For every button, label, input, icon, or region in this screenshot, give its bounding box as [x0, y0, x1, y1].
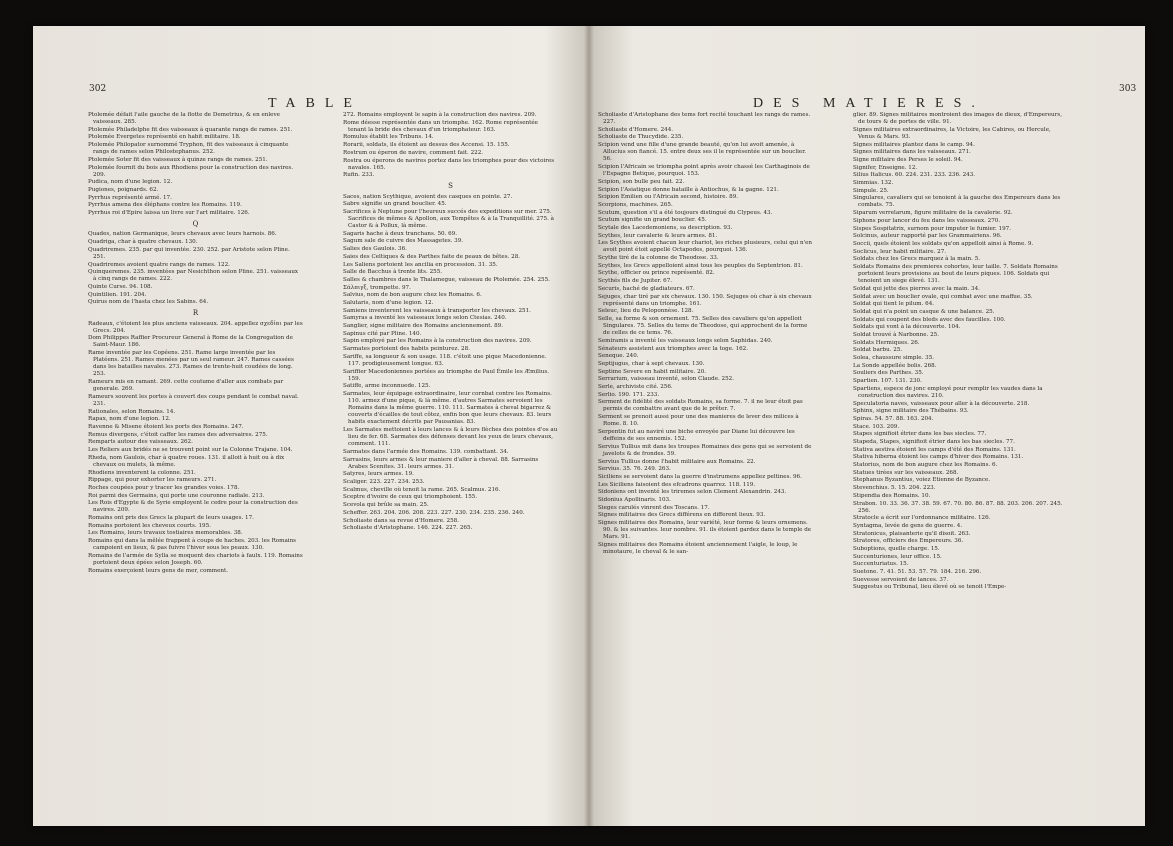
index-entry: Rostrum ou éperon de navire, comment fait. 222.	[343, 149, 484, 156]
index-entry: Syntagma, levée de gens de guerre. 4.	[853, 522, 963, 529]
index-entry: Soldats Romains des premieres cohortes, leur taille. 7. Soldats Romains portoient leurs provisions au bout de leurs piques. 106. Soldats qui tenoient un siege élevé. 131.	[853, 263, 1058, 285]
index-entry: Sceptre d'ivoire de ceux qui triomphoient. 155.	[343, 494, 478, 501]
index-entry: Sapinus cité par Pline. 140.	[343, 330, 422, 337]
index-section-letter: S	[448, 182, 453, 191]
index-entry: Scaliger. 223. 227. 234. 253.	[343, 479, 425, 486]
index-entry: Scipion vend une fille d'une grande beauté, qu'on lui avoit amenée, à Allucius son fiancé. 15. entre deux ses il le représentée sur un bouclier. 56.	[598, 142, 807, 163]
index-entry: Singulares, cavaliers qui se tenoient à la gauche des Empereurs dans les combats. 75.	[853, 195, 1061, 209]
index-entry: Sidonius Apollinaris. 103.	[598, 496, 671, 503]
index-entry: Soclicus, leur habit militaire. 27.	[853, 248, 947, 255]
index-entry: Samiens inventerent les vaisseaux à transporter les chevaux. 251.	[343, 307, 531, 314]
index-entry: Spiras. 54. 57. 88. 163. 204.	[853, 415, 934, 422]
index-entry: Pugiones, poignards. 62.	[88, 187, 159, 194]
index-entry: glier. 89. Signes militaires montroient des images de dieux, d'Empereurs, de tours & de portes de ville. 91.	[853, 112, 1062, 126]
index-entry: Signes militaires des Romains étoient anciennement l'aigle, le loup, le minotaure, le cheval & le san-	[598, 541, 798, 555]
index-section-letter: Q	[192, 220, 199, 229]
right-page	[598, 96, 1118, 814]
index-entry: Romains ont pris des Grecs la plupart de leurs usages. 17.	[88, 515, 254, 522]
index-entry: Soldats qui coupent des bleds avec des faucilles. 100.	[853, 316, 1006, 323]
index-entry: Roches coupées pour y tracer les grandes voies. 178.	[88, 484, 240, 491]
left-page-column-1	[88, 112, 303, 575]
index-entry: Stratores, officiers des Empereurs. 36.	[853, 538, 964, 545]
index-entry: Stativa hiberna étoient les camps d'hiver des Romains. 131.	[853, 454, 1024, 461]
index-entry: Succenturiatus. 15.	[853, 561, 909, 568]
index-entry: Salutaris, nom d'une legion. 12.	[343, 299, 434, 306]
index-entry: Ptolemée Soter fit des vaisseaux à quinze rangs de rames. 251.	[88, 156, 268, 163]
index-entry: Soldat trouvé à Narbonne. 25.	[853, 331, 940, 338]
index-entry: Remparts autour des vaisseaux. 262.	[88, 439, 193, 446]
index-entry: Selle, sa forme & son ornement. 75. Selles des cavaliers qu'on appelloit Singulares. 75. Selles du tems de Theodose, qui approchent de la forme de celles de ce tems. 76.	[598, 316, 808, 337]
index-entry: Quintilien. 191. 204.	[88, 291, 147, 298]
index-entry: Septime Severe en habit militaire. 20.	[598, 368, 707, 375]
book-spread	[33, 26, 1145, 826]
index-entry: Salvius, nom de bon augure chez les Romains. 6.	[343, 292, 482, 299]
index-entry: Rippage, qui pour exhorter les rameurs. 271.	[88, 477, 217, 484]
index-entry: Rameurs mis en ramant. 269. cette coutume d'aller aux combats par generale. 269.	[88, 379, 284, 393]
index-entry: Signes militaires des Romains, leur variété, leur forme & leurs ornemens. 90. & les suivantes. leur nombre. 91. ils étoient gardez dans le temple de Mars. 91.	[598, 520, 812, 541]
index-entry: Scythés fils de Jupiter. 67.	[598, 278, 673, 285]
index-entry: Speculatoria naves, vaisseaux pour aller à la découverte. 218.	[853, 400, 1030, 407]
index-entry: Sphinx, signe militaire des Thébains. 93.	[853, 408, 969, 415]
index-entry: Signe militaire des Perses le soleil. 94.	[853, 156, 963, 163]
index-entry: Sarmates portoient des habits peinturez. 28.	[343, 346, 470, 353]
index-entry: Stativa aestiva étoient les camps d'été des Romains. 131.	[853, 446, 1016, 453]
index-entry: Les Sarmates mettoient à leurs lances & à leurs flèches des pointes d'os au lieu de fer. 68. Sarmates des défenses devant les yeux de leurs chevaux, comment. 111.	[343, 427, 558, 448]
index-entry: Ptolemée Evergetes représenté en habit militaire. 18.	[88, 134, 241, 141]
index-entry: Ptolemée fournit du bois aux Rhodiens pour la construction des navires. 209.	[88, 164, 294, 178]
index-entry: Sarmates dans l'armée des Romains. 139. combattant. 34.	[343, 448, 509, 455]
index-entry: Souliers des Parthes. 35.	[853, 370, 924, 377]
index-entry: Servius Tullius donne l'habit militaire aux Romains. 22.	[598, 458, 756, 465]
index-entry: Soldats chez les Grecs marquez à la main. 5.	[853, 256, 981, 263]
index-entry: Scytale des Lacedemoniens, sa description. 93.	[598, 224, 733, 231]
index-entry: Satyres, leurs armes. 19.	[343, 471, 414, 478]
index-entry: Romulus établit les Tribuns. 14.	[343, 134, 434, 141]
index-entry: Rapax, nom d'une legion. 12.	[88, 416, 171, 423]
index-entry: Signes militaires plantez dans le camp. 94.	[853, 141, 975, 148]
index-entry: Sieges carulés vinrent des Toscans. 17.	[598, 504, 710, 511]
index-entry: Soldats Hermiques. 26.	[853, 339, 920, 346]
index-entry: Rome déesse représentée dans un triomphe. 162. Rome représentée tenant la bride des chevaux d'un triomphateur. 163.	[343, 119, 538, 133]
index-entry: Stipendia des Romains. 10.	[853, 492, 931, 499]
index-entry: Seneque. 240.	[598, 353, 639, 360]
index-entry: Solea, chaussure simple. 35.	[853, 355, 935, 362]
index-entry: Soldat qui n'a point un casque & une balance. 25.	[853, 308, 995, 315]
left-running-head: TABLE	[268, 96, 362, 111]
index-entry: Siparum verrelarum, figure militaire de la cavalerie. 92.	[853, 210, 1013, 217]
index-entry: Stace. 103. 209.	[853, 423, 900, 430]
index-entry: Sariffier Macedoniennes portées au triomphe de Paul Émile les Æmilius. 159.	[343, 368, 549, 382]
right-running-head: DES MATIERES.	[753, 96, 985, 111]
index-entry: Scholiaste dans sa revue d'Homere. 258.	[343, 517, 460, 524]
index-entry: Spartien. 107. 131. 230.	[853, 378, 922, 385]
index-entry: Rationales, selon Romains. 14.	[88, 408, 176, 415]
index-entry: Pyrrhus représenté armé. 17.	[88, 194, 172, 201]
index-entry: Semiramis a inventé les vaisseaux longs selon Saphidas. 240.	[598, 337, 773, 344]
index-entry: Salies des Gaulois. 36.	[343, 246, 407, 253]
index-entry: Sabre signifie un grand bouclier. 45.	[343, 201, 447, 208]
index-entry: Satiffe, arme inconnuede. 125.	[343, 383, 431, 390]
index-entry: Strabon. 10. 33. 36. 37. 38. 59. 67. 70. 80. 86. 87. 88. 203. 206. 207. 245. 256.	[853, 500, 1063, 514]
index-entry: Serrarium, vaisseau inventé, selon Claude. 252.	[598, 376, 735, 383]
index-entry: Suboptions, quelle charge. 15.	[853, 546, 940, 553]
index-entry: Romains qui dans la mêlée frappent à coups de haches. 203. les Romains campoient en lieux, & pas fuivre l'hiver sous les peaux. 130.	[88, 538, 297, 552]
index-entry: Stratonicus, plaisanterie qu'il disoit. 263.	[853, 530, 971, 537]
index-entry: Scythe tiré de la colonne de Theodose. 33.	[598, 255, 719, 262]
index-entry: Serlio. 190. 171. 233.	[598, 391, 660, 398]
index-entry: Remus divergens, c'étoit caffer les rames des adversaires. 275.	[88, 431, 268, 438]
index-entry: Sagaris hache à deux tranchans. 50. 69.	[343, 230, 458, 237]
index-entry: Simpule. 25.	[853, 187, 889, 194]
index-entry: Dom Philippes Raffier Procureur General à Rome de la Congregation de Saint-Maur. 186.	[88, 335, 293, 349]
index-entry: Succenturiones, leur office. 15.	[853, 553, 942, 560]
index-entry: Signes militaires extraordinaires, la Victoire, les Cabires, ou Hercule, Venus & Mars. 93.	[853, 126, 1051, 140]
index-entry: Sagum sale de cuivre des Massagetes. 39.	[343, 238, 464, 245]
index-entry: Ptolemée Philadelphe fit des vaisseaux à quarante rangs de rames. 251.	[88, 126, 293, 133]
index-entry: Pyrrhus amena des éléphans contre les Romains. 119.	[88, 202, 242, 209]
right-page-column-2	[853, 112, 1068, 592]
index-entry: Ptolemée Philopator surnommé Tryphon, fit des vaisseaux à cinquante rangs de rames selon Philostephanus. 252.	[88, 142, 289, 156]
index-entry: Les Rois d'Egypte & de Syrie employent le cedre pour la construction des navires. 209.	[88, 500, 298, 514]
index-entry: Sacrifices à Neptune pour l'heureux succés des expeditions sur mer. 275. Sacrifices de mêmes & Apollon, aux Tempêtes & à la Tranquillité. 275. à Castor & à Pollux, là même.	[343, 208, 554, 230]
index-entry: Stephanus Byzantius, voiez Etienne de Byzance.	[853, 477, 991, 484]
index-entry: Rufin. 233.	[343, 172, 375, 179]
index-entry: Les Romains, leurs travaux tostiaires memorables. 38.	[88, 530, 243, 537]
index-entry: Spartiens, espece de jonc employé pour remplir les vaudes dans la construction des navires. 210.	[853, 385, 1043, 399]
index-entry: Les Scythes avoient chacun leur chariot, les riches plusieurs, celui qui n'en avoit point étoit appellé Octapodes, pourquoi. 136.	[598, 240, 813, 254]
index-entry: Scholiaste de Thucydide. 235.	[598, 134, 684, 141]
index-entry: Radeaux, c'étoient les plus anciens vaisseaux. 204. appellez σχεδίαι par les Grecs. 204.	[88, 320, 303, 334]
index-entry: Scipion l'Asiatique donne bataille à Antiochus, & la gagne. 121.	[598, 186, 779, 193]
index-entry: Soccii, quels étoient les soldats qu'on appelloit ainsi à Rome. 9.	[853, 240, 1034, 247]
index-entry: Roi parmi des Germains, qui porte une couronne radiale. 213.	[88, 492, 265, 499]
index-entry: Romains portoient les cheveux courts. 195.	[88, 522, 211, 529]
index-entry: Soldat qui tient le pilum. 64.	[853, 301, 935, 308]
index-entry: Pyrrhus roi d'Epire laissa un livre sur l'art militaire. 126.	[88, 210, 250, 217]
index-entry: Soldats qui vont à la découverte. 104.	[853, 324, 961, 331]
index-entry: Serpentin fut au naviré une biche envoyée par Diane lui découvre les deffeins de ses ennemis. 152.	[598, 428, 795, 443]
index-entry: Simmias. 132.	[853, 180, 894, 186]
index-entry: Romains de l'armée de Sylla se moquent des chariots à faulx. 119. Romains portoient deux épées selon Joseph. 60.	[88, 552, 303, 566]
index-entry: Les Siciliens faisoient des efcadrons quarrez. 118. 119.	[598, 481, 756, 488]
index-entry: Ptolemée défait l'aile gauche de la flotte de Demetrius, & en enleve vaisseaux. 285.	[88, 112, 280, 126]
index-entry: Salle de Bacchus à trente lits. 255.	[343, 269, 443, 276]
index-entry: Les Saliens portoient les ancilia en procession. 31. 35.	[343, 261, 498, 268]
index-entry: Sarrasins, leurs armes & leur maniere d'aller à cheval. 88. Sarrasins Arabes Scenites. 31. leurs armes. 31.	[343, 456, 539, 470]
index-entry: Saies des Celtiques & des Parthes faite de peaux de bêtes. 28.	[343, 253, 521, 260]
index-entry: Signes militaires des Grecs différens en different lieux. 93.	[598, 512, 766, 519]
index-entry: Suevesse servoient de lances. 37.	[853, 576, 949, 583]
index-entry: Scipion, son bulle peu fait. 22.	[598, 178, 685, 185]
index-entry: Solcinus, auteur rapporté par les Grammairiens. 96.	[853, 233, 1002, 240]
index-section-letter: R	[192, 309, 199, 318]
index-entry: Rheda, nom Gaulois, char à quatre roues. 131. il alloit à huit ou à dix chevaux ou mulets, là même.	[88, 454, 285, 468]
index-entry: Quirus nom de l'hasta chez les Sabins. 64.	[88, 299, 209, 306]
index-entry: 272. Romains employent le sapin à la construction des navires. 209.	[343, 112, 537, 118]
index-entry: Les Reliers aux bridés ne se trouvent point sur la Colonne Trajane. 104.	[88, 447, 293, 454]
index-entry: Sapin employé par les Romains à la construction des navires. 209.	[343, 338, 532, 345]
index-entry: Servius Tullius mit dans les troupes Romaines des gens qui se servoient de javelots & de frondes. 59.	[598, 443, 812, 457]
index-entry: Rameurs souvent les portes à couvert des coups pendant le combat naval. 231.	[88, 393, 299, 407]
index-entry: Ravenne & Misene étoient les ports des Romains. 247.	[88, 424, 244, 430]
index-entry: Quadriga, char à quatre chevaux. 130.	[88, 239, 198, 246]
index-entry: Quadriremes. 235. par qui inventée. 230. 252. par Aristote selon Pline. 251.	[88, 246, 290, 260]
index-entry: Saces, nation Scythique, avoient des casques en pointe. 27.	[343, 193, 513, 200]
index-entry: Soldat avec un bouclier ovale, qui combat avec une maffue. 35.	[853, 293, 1033, 300]
index-entry: Quades, nation Germanique, leurs chevaux avec leurs harnois. 86.	[88, 231, 277, 238]
left-page-number: 302	[89, 84, 107, 94]
index-entry: Sénateurs assistent aux triomphes avec la toge. 162.	[598, 345, 749, 352]
index-entry: Rorarii, soldats, ils étoient au dessus des Accensi. 15. 155.	[343, 142, 510, 149]
index-entry: Quadriremes avoient quatre rangs de rames. 122.	[88, 261, 230, 268]
index-entry: Scipion Emilien ou l'Africain second, histoire. 89.	[598, 194, 739, 201]
index-entry: Silius Italicus. 60. 224. 231. 233. 236. 243.	[853, 172, 976, 179]
index-entry: Stevenchius. 5. 15. 204. 223.	[853, 485, 936, 492]
right-page-number: 303	[1119, 84, 1137, 94]
index-entry: La Sonde appellée bolis. 268.	[853, 362, 937, 369]
index-entry: Scholiaste d'Aristophane. 146. 224. 227. 265.	[343, 525, 473, 532]
index-entry: Scythes, les Grecs appelloient ainsi tous les peuples du Septentrion. 81.	[598, 262, 803, 269]
index-entry: Scholiaste d'Aristophane des tems fort recité touchant les rangs de rames. 227.	[598, 112, 811, 126]
index-entry: Quinte Curse. 94. 108.	[88, 283, 153, 290]
index-entry: Σάλπιγξ, trompette. 97.	[343, 284, 411, 291]
index-entry: Sanglier, signe militaire des Romains anciennement. 89.	[343, 323, 503, 329]
index-entry: Scorpions, machines. 265.	[598, 201, 673, 208]
right-page-column-1	[598, 112, 813, 557]
index-entry: Sidoniens ont inventé les triremes selon Clement Alexandrin. 243.	[598, 489, 787, 496]
left-page	[88, 96, 608, 814]
index-entry: Samyras a inventé les vaisseaux longs selon Ctesias. 240.	[343, 315, 507, 322]
index-entry: Scevola qui brûle sa main. 25.	[343, 502, 429, 509]
index-entry: Scythe, officier ou prince représenté. 82.	[598, 270, 715, 277]
index-entry: Rame inventée par les Copéens. 251. Rame large inventée par les Platéens. 251. Rames menées par un seul rameur. 247. Rames cassées dans les batailles navales. 273. Rames de trente-huit coudées de long. 253.	[88, 350, 294, 378]
index-entry: Sispes Sospitatrix, surnom pour imputer le fumier. 197.	[853, 225, 1011, 232]
index-entry: Sejuges, char tiré par six chevaux. 130. 150. Sejuges où char à six chevaux représenté dans un triomphe. 161.	[598, 293, 812, 307]
index-entry: Serment se prenoit aussi pour une des manieres de lever des milices à Rome. 8. 10.	[598, 414, 799, 428]
index-entry: Scythes, leur cavalerie & leurs armes. 81.	[598, 232, 718, 239]
index-entry: Romains exerçoient leurs gens de mer, comment.	[88, 567, 229, 574]
index-entry: Securis, haché de gladiateurs. 67.	[598, 285, 695, 292]
index-entry: Signes militaires dans les vaisseaux. 271.	[853, 149, 971, 156]
left-page-column-2	[343, 112, 558, 533]
index-entry: Rostra ou éperons de navires portez dans les triomphes pour des victoires navales. 165.	[343, 157, 555, 171]
index-entry: Serle, archiviste cité. 256.	[598, 384, 673, 390]
index-entry: Statorius, nom de bon augure chez les Romains. 6.	[853, 462, 998, 469]
index-entry: Scalmus, cheville où tenoit la rame. 265. Scalmus. 216.	[343, 486, 501, 493]
index-entry: Quinqueremes. 235. inventées par Nesichthon selon Pline. 251. vaisseaux à cinq rangs de rames. 222.	[88, 269, 299, 283]
index-entry: Scheffer. 263. 204. 206. 208. 223. 227. 230. 234. 235. 236. 240.	[343, 509, 525, 516]
index-entry: Stapeda, Stapes, signifioit étrier dans les bas siecles. 77.	[853, 439, 1015, 445]
index-entry: Seleuc, lieu du Peloponnèse. 128.	[598, 308, 694, 315]
index-entry: Scutum, question s'il a été toujours distingué du Clypeus. 43.	[598, 209, 773, 216]
index-entry: Serment de fidélité des soldats Romains, sa forme. 7. il ne leur étoit pas permis de combattre avant que de le prêter. 7.	[598, 399, 803, 413]
index-entry: Siphons pour lancer du feu dans les vaisseaux. 270.	[853, 217, 1001, 224]
index-entry: Signifer, Enseigne. 12.	[853, 164, 918, 171]
index-entry: Sarmates, leur équipage extraordinaire, leur cornbat contre les Romains. 110. armez d'une pique, & là même. d'autres Sarmates servoient les Romains dans la même guerre. 110. 111. Sarmates à cheval bigarrez & couverts d'écailles de tout côtez, enfin bon que leurs chevaux. 83. leurs habits exactement décrits par Pausanias. 83.	[343, 391, 552, 426]
index-entry: Suetone. 7. 41. 51. 53. 57. 79. 184. 216. 296.	[853, 569, 982, 576]
index-entry: Rhodiens inventerent la colonne. 251.	[88, 469, 196, 476]
index-entry: Sariffe, sa longueur & son usage. 118. c'étoit une pique Macedonienne. 117. prodigieusement longue. 63.	[343, 353, 547, 367]
index-entry: Soldat barbu. 25.	[853, 347, 903, 354]
index-entry: Salles & chambres dans le Thalamegue, vaisseau de Ptolemée. 254. 255.	[343, 276, 550, 283]
index-entry: Suggestus ou Tribunal, lieu élevé où se tenoit l'Empe-	[853, 584, 1007, 591]
index-entry: Stratocle a écrit sur l'ordonnance militaire. 126.	[853, 515, 991, 522]
index-entry: Pudica, nom d'une legion. 12.	[88, 179, 173, 186]
index-entry: Septijugus, char à sept chevaux. 130.	[598, 360, 705, 367]
index-entry: Statues tirées sur les vaisseaux. 268.	[853, 469, 959, 476]
index-entry: Scholiaste d'Homere. 244.	[598, 126, 674, 133]
index-entry: Siciliens se servoient dans la guerre d'instrumens appellez peltines. 96.	[598, 473, 802, 480]
index-entry: Servius. 35. 76. 249. 263.	[598, 466, 671, 473]
index-entry: Stapes signifioit étrier dans les bas siecles. 77.	[853, 431, 987, 438]
index-entry: Scipion l'Africain se triompha point après avoir chassé les Carthaginois de l'Espagne Betique, pourquoi. 153.	[598, 164, 810, 178]
index-entry: Soldat qui jette des pierres avec la main. 34.	[853, 285, 980, 292]
index-entry: Scutum signifie un grand bouclier. 45.	[598, 217, 707, 224]
